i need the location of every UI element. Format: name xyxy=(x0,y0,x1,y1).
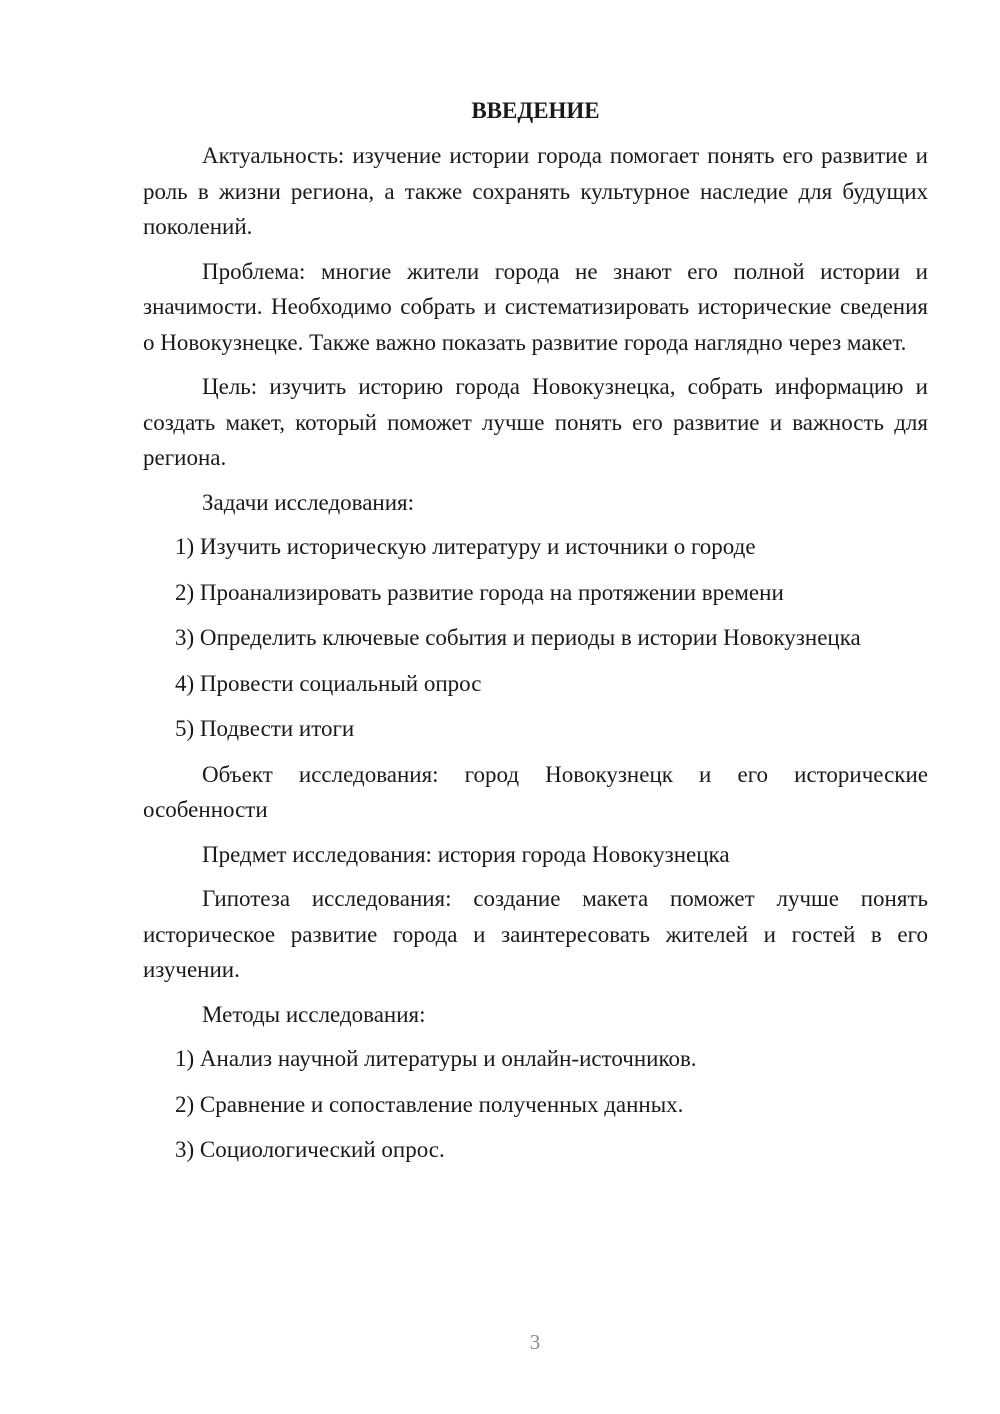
goal-paragraph: Цель: изучить историю города Новокузнецка, собрать информацию и создать макет, который поможет лучше понять его развитие и важность для региона. xyxy=(143,374,928,470)
task-item: 2) Проанализировать развитие города на протяжении времени xyxy=(175,579,784,605)
object-paragraph: Объект исследования: город Новокузнецк и его исторические особенности xyxy=(143,761,928,822)
page-content xyxy=(143,93,928,1178)
method-item: 2) Сравнение и сопоставление полученных данных. xyxy=(175,1091,684,1117)
task-item: 4) Провести социальный опрос xyxy=(175,670,482,696)
task-item: 5) Подвести итоги xyxy=(175,716,355,741)
method-item: 3) Социологический опрос. xyxy=(175,1137,445,1162)
tasks-list xyxy=(143,529,928,747)
method-item: 1) Анализ научной литературы и онлайн-источников. xyxy=(175,1046,697,1071)
task-item: 3) Определить ключевые события и периоды в истории Новокузнецка xyxy=(175,625,861,650)
section-title: ВВЕДЕНИЕ xyxy=(471,98,600,123)
subject-paragraph: Предмет исследования: история города Новокузнецка xyxy=(202,841,730,867)
tasks-heading: Задачи исследования: xyxy=(202,489,415,515)
page-number: 3 xyxy=(529,1330,541,1354)
hypothesis-paragraph: Гипотеза исследования: создание макета поможет лучше понять историческое развитие города и заинтересовать жителей и гостей в его изучении. xyxy=(143,886,928,982)
methods-list xyxy=(143,1041,928,1168)
problem-paragraph: Проблема: многие жители города не знают его полной истории и значимости. Необходимо собрать и систематизировать исторические сведения о Новокузнецке. Также важно показать развитие города наглядно через макет. xyxy=(143,258,928,355)
methods-heading: Методы исследования: xyxy=(202,1001,426,1027)
relevance-paragraph: Актуальность: изучение истории города помогает понять его развитие и роль в жизни региона, а также сохранять культурное наследие для будущих поколений. xyxy=(143,143,928,239)
task-item: 1) Изучить историческую литературу и источники о городе xyxy=(175,534,756,559)
